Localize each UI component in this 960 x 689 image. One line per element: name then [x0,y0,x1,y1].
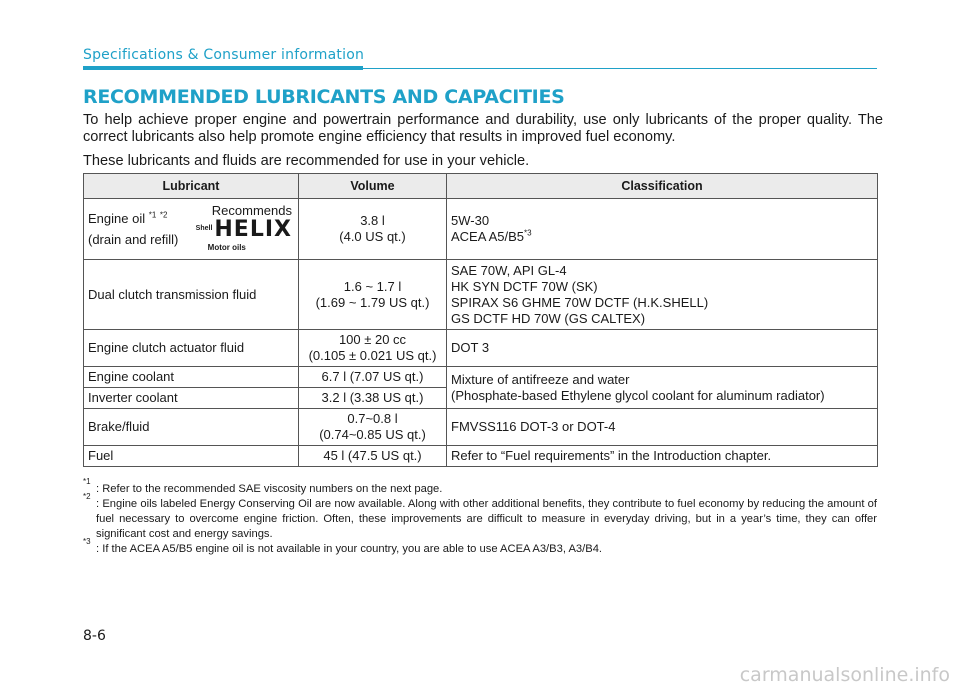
recommends-label: Recommends [211,202,292,218]
footnote-ref-1: *1 [148,210,157,220]
actuator-volume [299,330,447,367]
engine-oil-volume-liters: 3.8 l [360,213,385,228]
engine-oil-volume [299,199,447,260]
table-row-coolant [84,367,878,388]
table-row-brake [84,409,878,446]
section-header: Specifications & Consumer information [83,47,365,63]
intro-paragraph-1: To help achieve proper engine and powertrain performance and durability, use only lubricants of the proper quality. The correct lubricants also help promote engine efficiency that results in improved fuel economy. [83,112,883,145]
fuel-volume: 45 l (47.5 US qt.) [299,446,447,467]
coolant-name: Engine coolant [84,367,299,388]
table-row-fuel [84,446,878,467]
dct-volume [299,260,447,330]
fuel-name: Fuel [84,446,299,467]
dct-class-line: SAE 70W, API GL-4 [451,262,567,278]
section-rule-thick [83,66,363,70]
dct-class-line: GS DCTF HD 70W (GS CALTEX) [451,310,646,326]
engine-oil-label [88,211,178,248]
dct-volume-qt: (1.69 ~ 1.79 US qt.) [315,294,430,310]
header-classification: Classification [447,174,878,199]
table-row-engine-oil [84,199,878,260]
footnote-mark: *1 [83,477,91,486]
engine-oil-name: Engine oil [88,210,149,226]
table-row-dct [84,260,878,330]
footnote-mark: *3 [83,537,91,546]
footnote-text: : If the ACEA A5/B5 engine oil is not available in your country, you are able to use ACEA A3/B3, A3/B4. [96,543,603,555]
page-number: 8-6 [83,628,106,644]
motor-oils-text: Motor oils [207,242,246,252]
brake-volume-liters: 0.7~0.8 l [347,411,398,426]
coolant-class-line: Mixture of antifreeze and water [451,371,630,387]
footnote-ref-3: *3 [524,228,532,238]
inverter-name: Inverter coolant [84,388,299,409]
table-header-row [84,174,878,199]
footnote-text: : Refer to the recommended SAE viscosity numbers on the next page. [96,483,443,495]
footnotes [83,477,877,557]
footnote-2 [83,492,877,542]
header-lubricant: Lubricant [84,174,299,199]
section-rule-thin [363,68,877,69]
dct-class-line: SPIRAX S6 GHME 70W DCTF (H.K.SHELL) [451,294,709,310]
header-volume: Volume [299,174,447,199]
engine-oil-grade: 5W-30 [451,213,490,228]
dct-name: Dual clutch transmission fluid [84,260,299,330]
brake-volume-qt: (0.74~0.85 US qt.) [319,427,426,442]
engine-oil-classification [447,199,878,260]
footnote-1 [83,477,877,497]
engine-oil-volume-qt: (4.0 US qt.) [339,229,406,244]
helix-logo-mark [195,216,292,242]
engine-oil-acea: ACEA A5/B5 [451,229,524,244]
helix-wordmark: HELIX [214,216,292,242]
dct-classification [447,260,878,330]
brake-classification: FMVSS116 DOT-3 or DOT-4 [447,409,878,446]
coolant-classification [447,367,878,409]
fuel-classification: Refer to “Fuel requirements” in the Introduction chapter. [447,446,878,467]
footnote-text: : Engine oils labeled Energy Conserving Oil are now available. Along with other additional benefits, they contribute to fuel economy by reducing the amount of fuel necessary to overcome engine friction. Often, these improvements are difficult to measure in everyday driving, but in a year’s time, they can offer significant cost and energy savings. [96,498,877,540]
shell-text: Shell [195,224,213,232]
shell-helix-logo [196,203,292,256]
table-row-actuator [84,330,878,367]
dct-class-line: HK SYN DCTF 70W (SK) [451,278,598,294]
page-title: RECOMMENDED LUBRICANTS AND CAPACITIES [83,86,565,108]
actuator-name: Engine clutch actuator fluid [84,330,299,367]
coolant-class-line: (Phosphate-based Ethylene glycol coolant for aluminum radiator) [451,387,825,403]
engine-oil-cell [84,199,299,260]
brake-name: Brake/fluid [84,409,299,446]
footnote-mark: *2 [83,492,91,501]
intro-paragraph-2: These lubricants and fluids are recommended for use in your vehicle. [83,153,530,169]
coolant-volume: 6.7 l (7.07 US qt.) [299,367,447,388]
actuator-volume-qt: (0.105 ± 0.021 US qt.) [308,348,437,363]
actuator-classification: DOT 3 [447,330,878,367]
intro-text [83,112,883,170]
lubricants-table [83,173,878,467]
footnote-ref-2: *2 [159,210,168,220]
engine-oil-sub: (drain and refill) [88,231,179,247]
brake-volume [299,409,447,446]
inverter-volume: 3.2 l (3.38 US qt.) [299,388,447,409]
dct-volume-liters: 1.6 ~ 1.7 l [343,278,402,294]
footnote-3 [83,537,877,557]
watermark: carmanualsonline.info [739,664,950,686]
actuator-volume-cc: 100 ± 20 cc [338,332,407,347]
